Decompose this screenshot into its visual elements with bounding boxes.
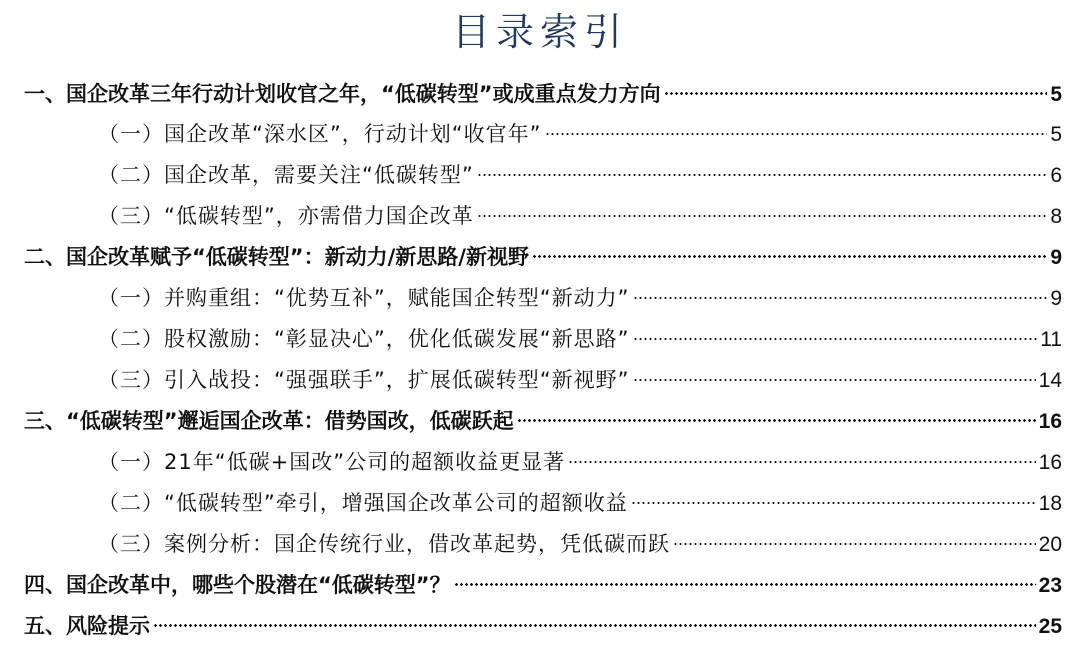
dot-leader xyxy=(477,174,1048,176)
dot-leader xyxy=(454,583,1036,586)
toc-entry-2-1[interactable] xyxy=(98,278,1062,318)
dot-leader xyxy=(673,543,1036,545)
toc-entry-3-1[interactable] xyxy=(98,442,1062,482)
dot-leader xyxy=(477,215,1048,217)
toc-page-number: 5 xyxy=(1050,123,1062,146)
toc-entry-1[interactable] xyxy=(24,74,1062,114)
toc-page-number: 9 xyxy=(1050,287,1062,310)
toc-entry-label: （二）股权激励：“彰显决心”，优化低碳发展“新思路” xyxy=(98,327,630,351)
dot-leader xyxy=(545,133,1048,135)
toc-entry-label: 一、国企改革三年行动计划收官之年，“低碳转型”或成重点发力方向 xyxy=(24,82,661,106)
toc-entry-label: 二、国企改革赋予“低碳转型”：新动力/新思路/新视野 xyxy=(24,245,529,269)
toc-entry-label: （三）案例分析：国企传统行业，借改革起势，凭低碳而跃 xyxy=(98,532,670,556)
toc-entry-1-3[interactable] xyxy=(98,196,1062,236)
toc-entry-3-2[interactable] xyxy=(98,483,1062,523)
toc-page-number: 25 xyxy=(1038,615,1062,638)
toc-page-number: 16 xyxy=(1038,410,1062,433)
dot-leader xyxy=(633,297,1048,299)
page-title: 目录索引 xyxy=(451,10,628,54)
dot-leader xyxy=(568,461,1036,463)
toc-entry-3[interactable] xyxy=(24,401,1062,441)
toc-entry-5[interactable] xyxy=(24,606,1062,646)
toc-page-number: 16 xyxy=(1038,451,1062,474)
dot-leader xyxy=(664,92,1048,95)
toc-page-number: 18 xyxy=(1038,492,1062,515)
toc-page-number: 8 xyxy=(1050,205,1062,228)
dot-leader xyxy=(633,379,1036,381)
toc-page-number: 5 xyxy=(1050,83,1062,106)
toc-entry-label: （一）21年“低碳+国改”公司的超额收益更显著 xyxy=(98,450,566,474)
toc-page-number: 23 xyxy=(1038,574,1062,597)
toc-entry-3-3[interactable] xyxy=(98,524,1062,564)
toc-entry-2-3[interactable] xyxy=(98,360,1062,400)
toc-entry-label: （三）引入战投：“强强联手”，扩展低碳转型“新视野” xyxy=(98,368,630,392)
toc-page-number: 9 xyxy=(1050,246,1062,269)
dot-leader xyxy=(631,502,1036,504)
toc-entry-label: （一）并购重组：“优势互补”，赋能国企转型“新动力” xyxy=(98,286,630,310)
toc-page-number: 14 xyxy=(1038,369,1062,392)
toc-entry-label: （二）“低碳转型”牵引，增强国企改革公司的超额收益 xyxy=(98,491,628,515)
toc-entry-2[interactable] xyxy=(24,237,1062,277)
toc-entry-label: 三、“低碳转型”邂逅国企改革：借势国改，低碳跃起 xyxy=(24,409,514,433)
toc-entry-label: （三）“低碳转型”，亦需借力国企改革 xyxy=(98,204,474,228)
toc-entry-label: （一）国企改革“深水区”，行动计划“收官年” xyxy=(98,122,542,146)
dot-leader xyxy=(532,255,1047,258)
dot-leader xyxy=(633,338,1038,340)
toc-entry-1-2[interactable] xyxy=(98,155,1062,195)
toc-entry-2-2[interactable] xyxy=(98,319,1062,359)
toc-entry-1-1[interactable] xyxy=(98,114,1062,154)
toc-entry-label: （二）国企改革，需要关注“低碳转型” xyxy=(98,163,474,187)
dot-leader xyxy=(517,419,1036,422)
dot-leader xyxy=(153,624,1036,627)
toc-page-number: 20 xyxy=(1038,533,1062,556)
toc-page-number: 6 xyxy=(1050,164,1062,187)
toc-entry-4[interactable] xyxy=(24,565,1062,605)
toc-entry-label: 五、风险提示 xyxy=(24,614,150,638)
toc-page-number: 11 xyxy=(1040,328,1062,351)
toc-entry-label: 四、国企改革中，哪些个股潜在“低碳转型”？ xyxy=(24,573,451,597)
